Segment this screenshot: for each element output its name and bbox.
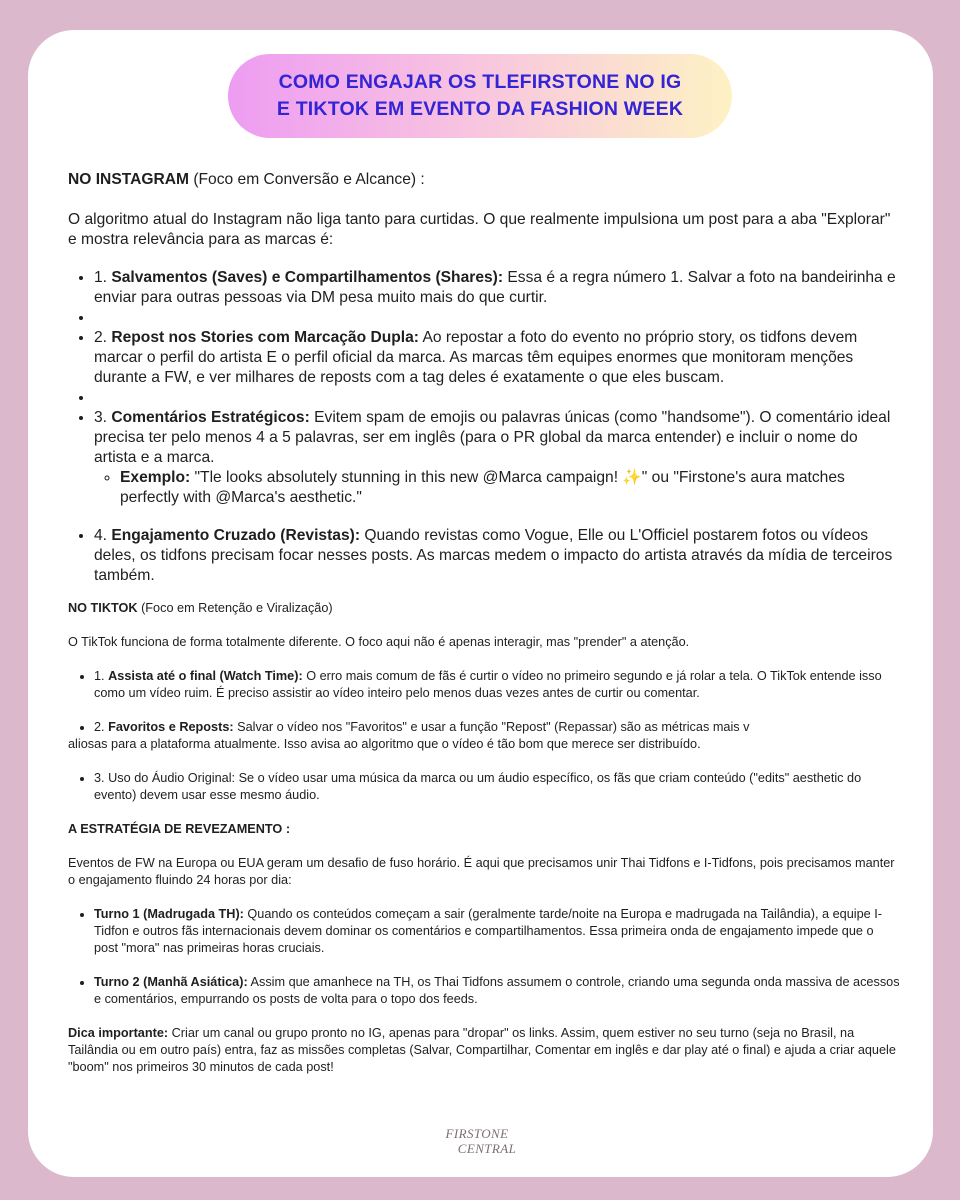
tiktok-section-heading [68,600,900,617]
tiktok-subheading: (Foco em Retenção e Viralização) [137,601,333,615]
instagram-heading: NO INSTAGRAM [68,171,189,188]
instagram-subheading: (Foco em Conversão e Alcance) : [189,171,425,188]
tiktok-heading: NO TIKTOK [68,601,138,615]
list-item: • 1. Assista até o final (Watch Time): O erro mais comum de fãs é curtir o vídeo no primeiro segundo e já rolar a tela. O TikTok entende isso como um vídeo ruim. É preciso assistir ao vídeo inteiro pelo menos duas vezes antes de curtir ou comentar. [94,668,900,702]
instagram-intro: O algoritmo atual do Instagram não liga tanto para curtidas. O que realmente impulsiona um post para a aba "Explorar" e mostra relevância para as marcas é: [68,211,891,248]
list-item: • 4. Engajamento Cruzado (Revistas): Quando revistas como Vogue, Elle ou L'Officiel postarem fotos ou vídeos deles, os tidfons precisam focar nesses posts. As marcas medem o impacto do artista através da mídia de terceiros também. [94,526,900,586]
list-item: • Turno 2 (Manhã Asiática): Assim que amanhece na TH, os Thai Tidfons assumem o controle, criando uma segunda onda massiva de acessos e comentários, empurrando os posts de volta para o topo dos feeds. [94,974,900,1008]
tiktok-item-2-continuation: aliosas para a plataforma atualmente. Isso avisa ao algoritmo que o vídeo é tão bom que merece ser distribuído. [68,737,701,751]
list-item: • 3. Uso do Áudio Original: Se o vídeo usar uma música da marca ou um áudio específico, os fãs que criam conteúdo ("edits" aesthetic do evento) devem usar esse mesmo áudio. [94,770,900,804]
example-item: ◦ Exemplo: "Tle looks absolutely stunning in this new @Marca campaign! ✨" ou "Firstone's aura matches perfectly with @Marca's aesthetic." [120,468,900,508]
tiktok-intro: O TikTok funciona de forma totalmente diferente. O foco aqui não é apenas interagir, mas "prender" a atenção. [68,635,690,649]
list-item-empty [94,308,900,328]
strategy-heading: A ESTRATÉGIA DE REVEZAMENTO : [68,822,291,836]
logo-line-2: CENTRAL [457,1141,517,1156]
title-line-2: E TIKTOK EM EVENTO DA FASHION WEEK [276,98,684,120]
logo-line-1: FIRSTONE [445,1126,509,1141]
tiktok-list-3 [68,770,900,804]
list-item: • 2. Repost nos Stories com Marcação Dupla: Ao repostar a foto do evento no próprio story, os tidfons devem marcar o perfil do artista E o perfil oficial da marca. As marcas têm equipes enormes que monitoram menções durante a FW, e ver milhares de reposts com a tag deles é exatamente o que eles buscam. [94,328,900,388]
tiktok-list [68,668,900,702]
list-item: • 2. Favoritos e Reposts: Salvar o vídeo nos "Favoritos" e usar a função "Repost" (Repassar) são as métricas mais v [94,719,900,736]
instagram-section-heading [68,170,900,190]
important-tip: Dica importante: Criar um canal ou grupo pronto no IG, apenas para "dropar" os links. Assim, quem estiver no seu turno (seja no Brasil, na Tailândia ou em outro país) entra, faz as missões completas (Salvar, Compartilhar, Comentar em inglês e dar play até o final) e ajuda a criar aquele "boom" nos primeiros 30 minutos de cada post! [68,1026,896,1074]
title-line-1: COMO ENGAJAR OS TLEFIRSTONE NO IG [278,71,682,93]
list-item: • 1. Salvamentos (Saves) e Compartilhamentos (Shares): Essa é a regra número 1. Salvar a foto na bandeirinha e enviar para outras pessoas via DM pesa muito mais do que curtir. [94,268,900,308]
instagram-list [68,268,900,508]
tiktok-list-2 [68,719,900,736]
document-body [68,170,900,1076]
strategy-list [68,906,900,957]
strategy-intro: Eventos de FW na Europa ou EUA geram um desafio de fuso horário. É aqui que precisamos unir Thai Tidfons e I-Tidfons, pois precisamos manter o engajamento fluindo 24 horas por dia: [68,856,895,887]
list-item: • Turno 1 (Madrugada TH): Quando os conteúdos começam a sair (geralmente tarde/noite na Europa e madrugada na Tailândia), a equipe I-Tidfon e outros fãs internacionais devem dominar os comentários e compartilhamentos. Essa primeira onda de engajamento impede que o post "mora" nas primeiras horas cruciais. [94,906,900,957]
strategy-list-2 [68,974,900,1008]
instagram-list-continued [68,526,900,586]
list-item: • 3. Comentários Estratégicos: Evitem spam de emojis ou palavras únicas (como "handsome"). O comentário ideal precisa ter pelo menos 4 a 5 palavras, ser em inglês (para o PR global da marca entender) e incluir o nome do artista e a marca. ◦ Exemplo: "Tle looks absolutely stunning in this new @Marca campaign! ✨" ou "Firstone's aura matches perfectly with @Marca's aesthetic." [94,408,900,508]
example-sublist [94,468,900,508]
list-item-empty [94,388,900,408]
title-banner [228,54,732,138]
firstone-central-logo [436,1118,524,1164]
